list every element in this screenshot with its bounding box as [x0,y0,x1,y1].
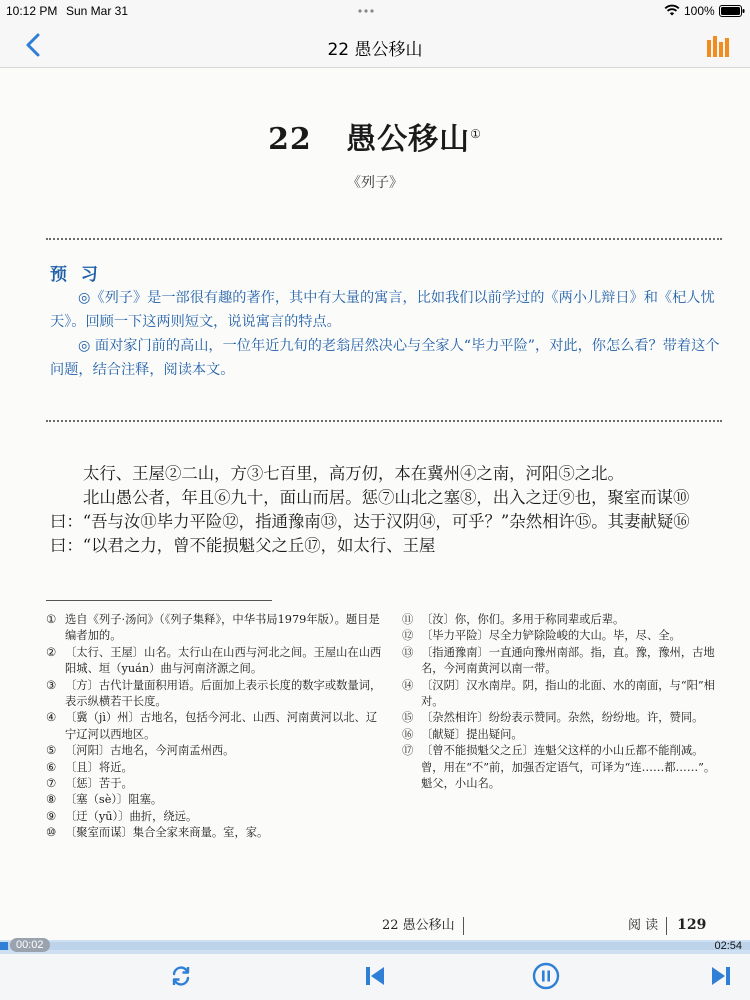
lesson-source: 《列子》 [347,175,403,191]
multitask-dots-icon [346,9,386,13]
footnote: ④ 〔冀（jì）州〕古地名，包括今河北、山西、河南黄河以北、辽宁辽河以西地区。 [46,711,378,741]
footnote: ⑤ 〔河阳〕古地名，今河南孟州西。 [46,744,235,758]
skip-next-icon[interactable] [710,965,732,987]
current-time: 00:02 [10,938,50,952]
title-note-marker: ① [470,127,482,141]
footnote: ① 选自《列子·汤问》（《列子集释》，中华书局1979年版）。题目是编者加的。 [46,613,380,643]
footnote: ⑨ 〔迂（yū）〕曲折，绕远。 [46,809,198,823]
preview-heading: 预 习 [50,265,102,285]
page-number: 129 [677,917,707,933]
footer-lesson [382,914,464,935]
footer-divider [463,917,464,935]
footnote: ⑭ 〔汉阴〕汉水南岸。阴，指山的北面、水的南面，与“阳”相对。 [402,678,715,709]
footnotes-left [46,612,382,842]
wifi-icon [664,3,680,17]
status-time: 10:12 PM [6,4,58,18]
footnote: ② 〔太行、王屋〕山名。太行山在山西与河北之间。王屋山在山西阳城、垣（yuán）曲与河南济源之间。 [46,645,382,676]
footnote: ⑫ 〔毕力平险〕尽全力铲除险峻的大山。毕，尽、全。 [402,629,681,643]
footnote: ⑪ 〔汝〕你，你们。多用于称同辈或后辈。 [402,613,625,626]
divider-top [46,238,722,240]
page-title: 22 愚公移山 [327,40,423,60]
lesson-heading [0,114,750,158]
bar-chart-icon[interactable] [705,34,733,58]
footnote: ⑩ 〔聚室而谋〕集合全家来商量。室，家。 [46,826,269,840]
battery-percent: 100% [684,4,715,18]
footnote: ⑮ 〔杂然相许〕纷纷表示赞同。杂然，纷纷地。许，赞同。 [402,711,704,725]
footnote: ⑬ 〔指通豫南〕一直通向豫州南部。指，直。豫，豫州，古地名，今河南黄河以南一带。 [402,645,715,676]
repeat-icon[interactable] [170,965,192,987]
footnotes-right [402,612,726,792]
lesson-number: 22 [268,122,312,157]
footnote-rule [46,600,272,601]
preview-paragraph: ◎ 面对家门前的高山，一位年近九旬的老翁居然决心与全家人“毕力平险”，对此，你怎么看？带着这个问题，结合注释，阅读本文。 [50,338,720,378]
skip-previous-icon[interactable] [364,965,386,987]
progress-track[interactable] [0,942,750,950]
divider-bottom [46,420,722,422]
footnote: ⑧ 〔塞（sè）〕阻塞。 [46,793,163,807]
footer-divider [666,917,667,935]
lesson-body [50,462,725,558]
preview-paragraph: ◎《列子》是一部很有趣的著作，其中有大量的寓言，比如我们以前学过的《两小儿辩日》和《杞人忧天》。回顾一下这两则短文，说说寓言的特点。 [50,290,715,330]
footer-lesson-label: 22 愚公移山 [382,918,455,933]
body-paragraph: 北山愚公者，年且⑥九十，面山而居。惩⑦山北之塞⑧，出入之迂⑨也，聚室而谋⑩曰：“吾与汝⑪毕力平险⑫，指通豫南⑬，达于汉阴⑭，可乎？”杂然相许⑮。其妻献疑⑯曰：“以君之力，曾不能损魁父之丘⑰，如太行、王屋 [50,488,690,555]
footer-page [628,914,706,935]
status-bar [0,0,750,22]
audio-progress[interactable] [0,940,750,954]
footnote: ⑦ 〔惩〕苦于。 [46,777,133,791]
body-paragraph: 太行、王屋②二山，方③七百里，高万仞，本在冀州④之南，河阳⑤之北。 [83,464,624,483]
preview-section [50,286,722,382]
footer-section-label: 阅 读 [628,918,659,933]
status-date: Sun Mar 31 [66,4,129,18]
textbook-page [0,68,750,940]
progress-fill [0,942,8,950]
footnote: ⑯ 〔献疑〕提出疑问。 [402,727,523,741]
total-time: 02:54 [714,940,742,952]
pause-icon[interactable] [532,962,560,990]
nav-bar [0,22,750,68]
battery-icon [719,5,745,17]
player-controls [0,954,750,1000]
footnote: ③ 〔方〕古代计量面积用语。后面加上表示长度的数字或数量词，表示纵横若干长度。 [46,678,382,709]
footnote: ⑰ 〔曾不能损魁父之丘〕连魁父这样的小山丘都不能削减。曾，用在“不”前，加强否定语气，可译为“连……都……”。魁父，小山名。 [402,744,716,791]
footnote: ⑥ 〔且〕将近。 [46,760,133,774]
lesson-title: 愚公移山 [346,122,471,157]
